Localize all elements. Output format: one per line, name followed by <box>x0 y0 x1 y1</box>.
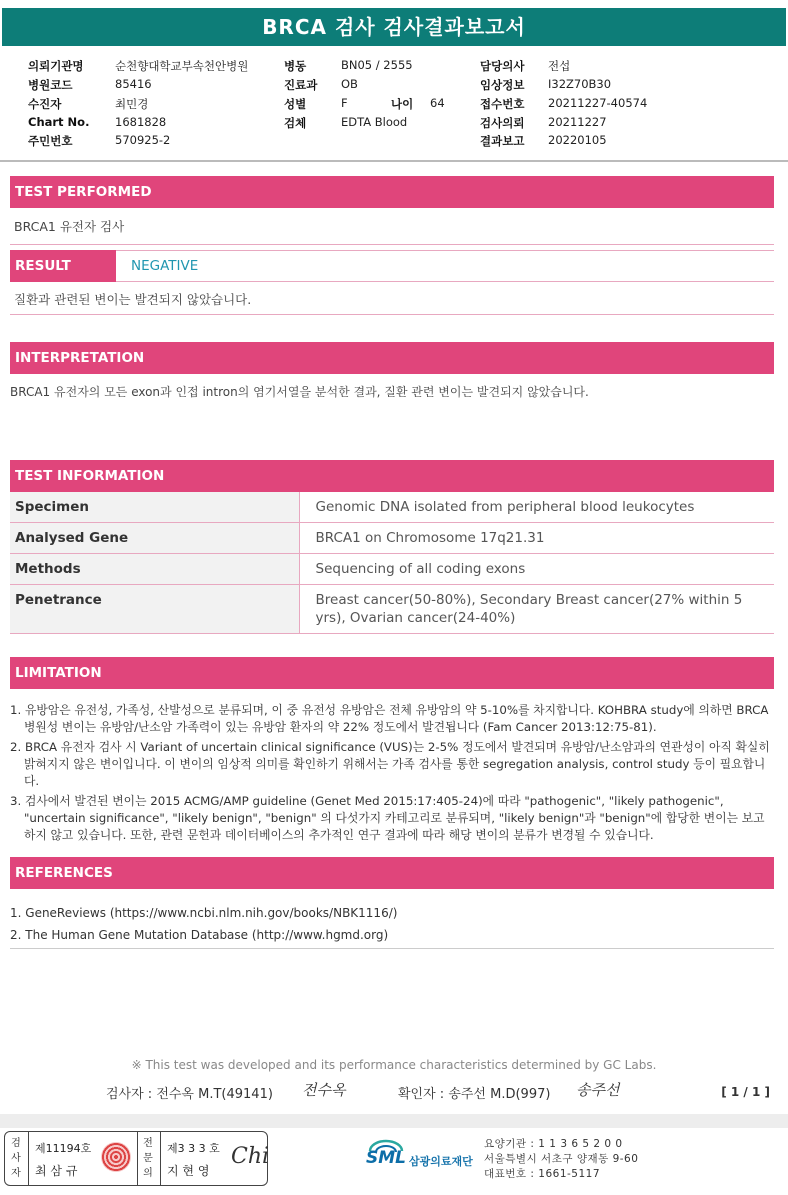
info-value: F <box>341 96 348 110</box>
footer-bar <box>0 1114 788 1128</box>
info-value: 64 <box>430 96 445 110</box>
limitation-list <box>10 702 770 847</box>
certification-stamp <box>4 1131 268 1186</box>
info-value: 85416 <box>115 77 152 91</box>
stamp-char: 전 <box>143 1138 153 1149</box>
info-value: 570925-2 <box>115 133 171 147</box>
confirmer-label: 확인자 : 송주선 M.D(997) <box>398 1087 551 1102</box>
info-label: Chart No. <box>28 115 90 129</box>
info-label: 담당의사 <box>480 59 525 73</box>
info-label: 진료과 <box>284 78 318 92</box>
divider <box>10 314 774 315</box>
table-row <box>10 523 774 554</box>
org-phone: 대표번호 : 1661-5117 <box>484 1168 601 1180</box>
stamp-number: 제3 3 3 호 <box>167 1142 220 1155</box>
test-performed-text: BRCA1 유전자 검사 <box>14 219 125 234</box>
org-info <box>484 1137 638 1182</box>
table-key: Penetrance <box>10 585 299 634</box>
logo-text: SML <box>366 1148 406 1168</box>
table-row <box>10 585 774 634</box>
info-value: 20211227 <box>548 115 607 129</box>
section-heading-test-performed: TEST PERFORMED <box>10 176 774 208</box>
table-value: Sequencing of all coding exons <box>299 554 774 585</box>
test-information-table <box>10 492 774 634</box>
patient-info <box>0 56 788 156</box>
divider <box>0 160 788 162</box>
stamp-char: 의 <box>143 1168 153 1179</box>
info-value: 순천향대학교부속천안병원 <box>115 59 249 73</box>
disclaimer: ※ This test was developed and its performance characteristics determined by GC Labs. <box>131 1058 657 1072</box>
stamp-name: 지 현 영 <box>167 1164 210 1178</box>
info-value: BN05 / 2555 <box>341 58 413 72</box>
confirmer-signature: 송주선 <box>576 1081 620 1099</box>
info-label: 검체 <box>284 116 307 130</box>
table-value: Genomic DNA isolated from peripheral blood leukocytes <box>299 492 774 523</box>
info-value: 20211227-40574 <box>548 96 648 110</box>
stamp-vertical-label <box>141 1136 155 1181</box>
interpretation-text: BRCA1 유전자의 모든 exon과 인접 intron의 염기서열을 분석한 결과, 질환 관련 변이는 발견되지 않았습니다. <box>10 385 589 399</box>
org-address: 서울특별시 서초구 양재동 9-60 <box>484 1153 639 1165</box>
divider <box>160 1132 161 1185</box>
list-item: 2. The Human Gene Mutation Database (http://www.hgmd.org) <box>10 928 389 942</box>
section-heading-test-information: TEST INFORMATION <box>10 460 774 492</box>
seal-icon <box>101 1142 131 1172</box>
list-item: 3. 검사에서 발견된 변이는 2015 ACMG/AMP guideline (Genet Med 2015:17:405-24)에 따라 "pathogenic", "likely pathogenic", "uncertain significance", "likely benign", "benign" 의 다섯가지 카테고리로 분류되며, "likely benign"과 "benign"에 합당한 변이는 보고하지 않고 있습니다. 또한, 관련 문헌과 데이터베이스의 추가적인 연구 결과에 따라 해당 변이의 분류가 변경될 수 있습니다. <box>10 794 765 842</box>
info-value: 전섭 <box>548 59 571 73</box>
table-row <box>10 492 774 523</box>
divider <box>137 1132 138 1185</box>
list-item: 1. GeneReviews (https://www.ncbi.nlm.nih.gov/books/NBK1116/) <box>10 906 398 920</box>
info-value: I32Z70B30 <box>548 77 612 91</box>
section-heading-references: REFERENCES <box>10 857 774 889</box>
info-label: 병동 <box>284 59 307 73</box>
org-code: 요양기관 : 1 1 3 6 5 2 0 0 <box>484 1138 623 1150</box>
divider <box>10 948 774 949</box>
info-label: 의뢰기관명 <box>28 59 84 73</box>
info-value: 최민경 <box>115 97 149 111</box>
stamp-name: 최 삼 규 <box>35 1164 78 1178</box>
info-value: EDTA Blood <box>341 115 408 129</box>
stamp-number: 제11194호 <box>35 1142 92 1155</box>
info-label: 나이 <box>391 97 414 111</box>
table-key: Methods <box>10 554 299 585</box>
info-label: 검사의뢰 <box>480 116 525 130</box>
references-list <box>10 902 397 946</box>
table-row <box>10 554 774 585</box>
org-name: 삼광의료재단 <box>409 1155 473 1168</box>
list-item: 2. BRCA 유전자 검사 시 Variant of uncertain clinical significance (VUS)는 2-5% 정도에서 발견되며 유방암/난소암과의 연관성이 아직 확실히 밝혀지지 않은 변이입니다. 이 변이의 임상적 의미를 확인하기 위해서는 가족 검사를 통한 segregation analysis, control study 등이 필요합니다. <box>10 740 770 788</box>
table-key: Specimen <box>10 492 299 523</box>
table-value: Breast cancer(50-80%), Secondary Breast cancer(27% within 5 yrs), Ovarian cancer(24-40%) <box>299 585 774 634</box>
tester-label: 검사자 : 전수옥 M.T(49141) <box>106 1087 273 1102</box>
result-row <box>10 250 774 282</box>
list-item: 1. 유방암은 유전성, 가족성, 산발성으로 분류되며, 이 중 유전성 유방암은 전체 유방암의 약 5-10%를 차지합니다. KOHBRA study에 의하면 BRCA 병원성 변이는 유방암/난소암 가족력이 있는 유방암 환자의 약 22% 정도에서 발견됩니다 (Fam Cancer 2013:12:75-81). <box>10 703 769 734</box>
info-label: 결과보고 <box>480 134 525 148</box>
section-heading-result: RESULT <box>10 250 116 282</box>
page-number: [ 1 / 1 ] <box>721 1085 770 1099</box>
info-value: 1681828 <box>115 115 167 129</box>
table-value: BRCA1 on Chromosome 17q21.31 <box>299 523 774 554</box>
divider <box>10 244 774 245</box>
info-label: 주민번호 <box>28 134 73 148</box>
info-label: 임상정보 <box>480 78 525 92</box>
info-value: 20220105 <box>548 133 607 147</box>
result-value: NEGATIVE <box>131 258 199 274</box>
info-label: 성별 <box>284 97 307 111</box>
report-title: BRCA 검사 검사결과보고서 <box>2 8 786 46</box>
stamp-char: 문 <box>143 1153 153 1164</box>
tester-signature: 전수옥 <box>302 1081 346 1099</box>
info-label: 수진자 <box>28 97 62 111</box>
info-label: 접수번호 <box>480 97 525 111</box>
stamp-char: 자 <box>11 1168 21 1179</box>
result-text: 질환과 관련된 변이는 발견되지 않았습니다. <box>14 292 252 307</box>
signature-mark: Chi <box>231 1144 270 1169</box>
section-heading-interpretation: INTERPRETATION <box>10 342 774 374</box>
info-value: OB <box>341 77 358 91</box>
section-heading-limitation: LIMITATION <box>10 657 774 689</box>
stamp-vertical-label <box>9 1136 23 1181</box>
stamp-char: 검 <box>11 1138 21 1149</box>
info-label: 병원코드 <box>28 78 73 92</box>
table-key: Analysed Gene <box>10 523 299 554</box>
stamp-char: 사 <box>11 1153 21 1164</box>
divider <box>28 1132 29 1185</box>
